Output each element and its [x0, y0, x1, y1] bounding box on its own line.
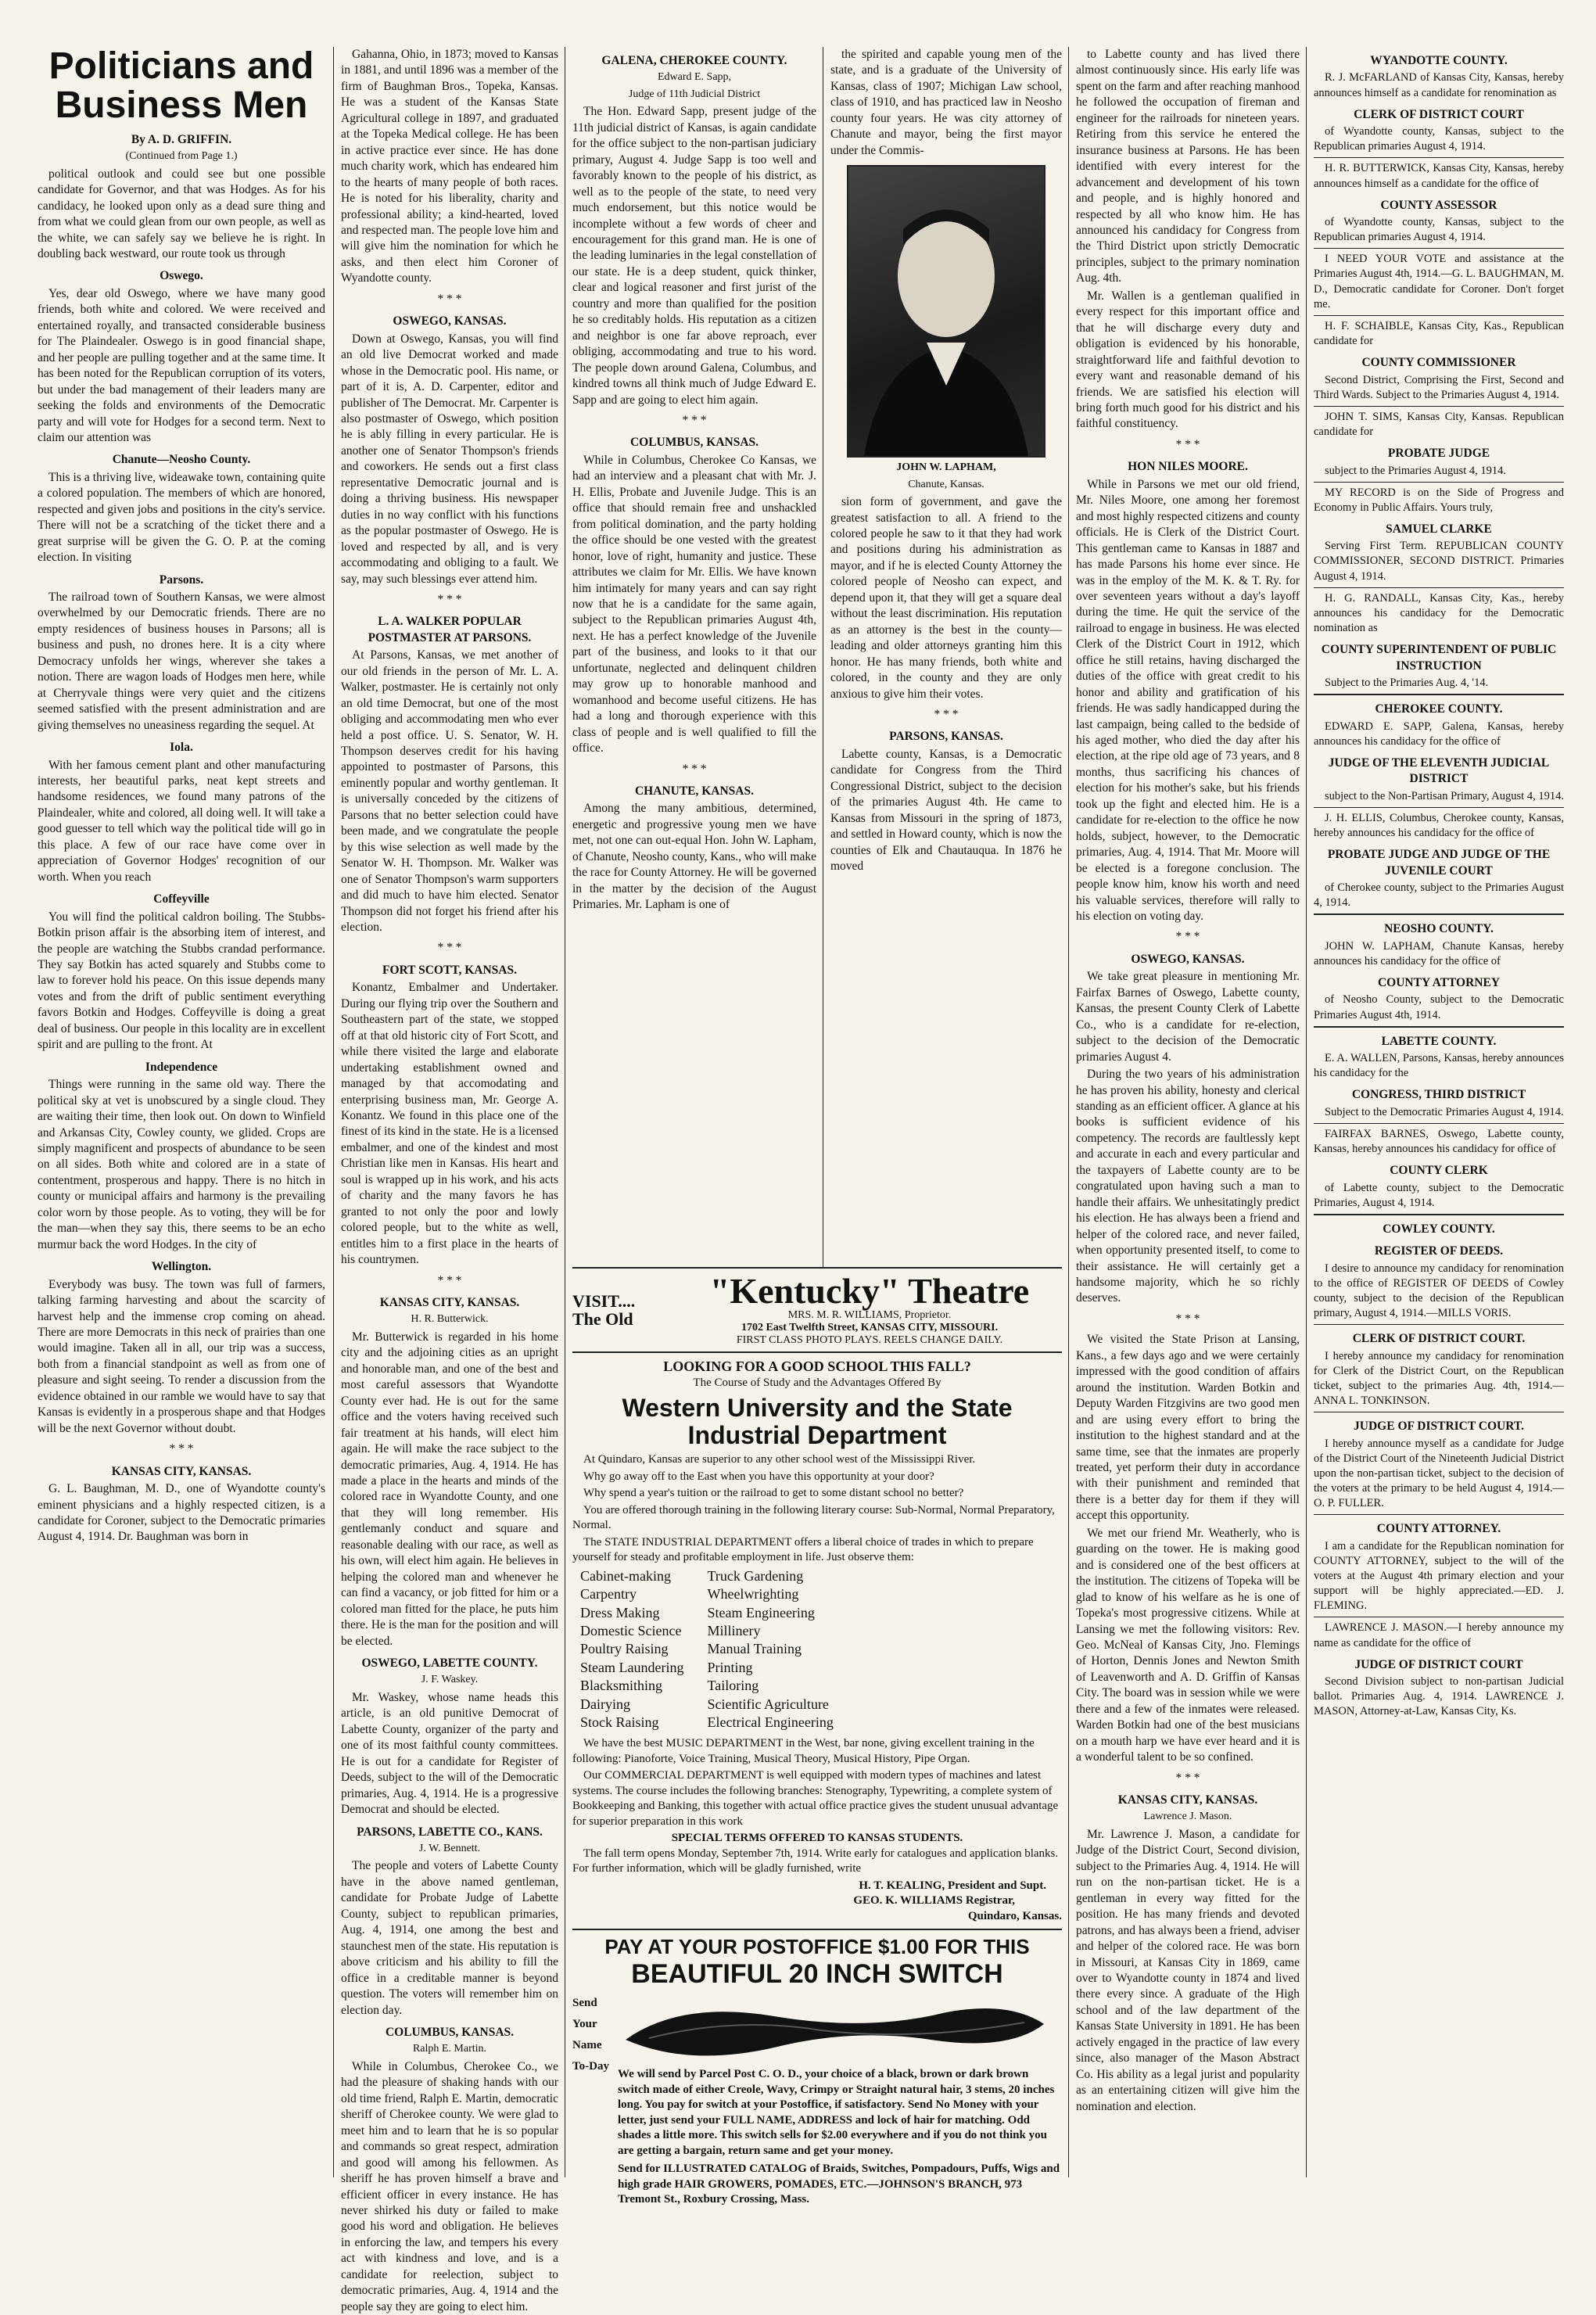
column-5	[1076, 47, 1300, 2177]
theatre-proprietor: MRS. M. R. WILLIAMS, Proprietor.	[787, 1309, 952, 1321]
article-paragraph: Down at Oswego, Kansas, you will find an old live Democrat worked and made whose in the Democratic pool. His name, or part of it is, A. D. Carpenter, editor and publisher of The Democrat. Mr. Carpenter is also postmaster of Oswego, which position he is ably filling in every particular. He is another one of Senator Thompson's friends and coworkers. He sends out a first class representative Democratic journal and is doing a thriving business. His newspaper duties in no way conflict with his functions as the popular postmaster of Oswego. He is loved and respected by all, and is very accommodating and obliging to a fault. We say, may such blessings ever attend him.	[341, 332, 558, 586]
subhead: PARSONS, KANSAS.	[889, 730, 1003, 744]
trade-item: Stock Raising	[580, 1714, 659, 1730]
article-paragraph: The railroad town of Southern Kansas, we were almost overwhelmed by our Democratic friends. There are no empty residences of business houses in Parsons; all is business and push, no drones here. It is a city where Democracy unfolds her wings, wherever she takes a notion. There are wagon loads of Hodges men here, while at Cherryvale things were very quiet and the citizens seemed satisfied with the present administration and are giving themselves no uneasiness regarding the sequel. At	[38, 590, 325, 732]
trade-item: Domestic Science	[580, 1622, 682, 1638]
trade-item: Steam Engineering	[707, 1604, 815, 1620]
article-paragraph: the spirited and capable young men of the state, and is a graduate of the University of Kansas, class of 1907; Michigan Law school, class of 1910, and has practiced law in Neosho county four years. He was city attorney of Chanute and mayor, being the first mayor under the Commis-	[830, 48, 1062, 157]
subhead: HON NILES MOORE.	[1128, 460, 1248, 474]
office-title: COUNTY SUPERINTENDENT OF PUBLIC INSTRUCTION	[1321, 643, 1557, 673]
article-paragraph: While in Columbus, Cherokee Co Kansas, we had an interview and a pleasant chat with Mr. J. H. Ellis, Probate and Juvenile Judge. This is an office that should remain free and unshackled from political domination, and the party holding the office should be one vested with the greatest honor, love of right, humanity and justice. These attributes we claim for Mr. Ellis. We have known him intimately for many years and can say right now that he is a candidate for the same again, subject to the Republican primaries August 4th, next. He has a perfect knowledge of the Juvenile part of the business, and looks to it that our unfortunate, neglected and delinquent children may grow up to honorable manhood and womanhood and become useful citizens. He has had a long and thorough experience with this class of people and is well qualified to fill the office.	[572, 453, 816, 756]
school-signature: Quindaro, Kansas.	[967, 1909, 1062, 1922]
article-paragraph: We met our friend Mr. Weatherly, who is guarding on the tower. He is making good and is considered one of the best officers at the institution. The citizens of Topeka will be glad to know of his welfare as he is one of Topeka's most progressive citizens. While at Lansing we met the following visitors: Rev. Geo. McNeal of Kansas City, Jno. Flemings of Horton, Dennis Jones and Newton Smith of Leavenworth and A. D. Griffin of Kansas City. The board was in session while we were there and a few of the inmates were released. Warden Botkin had one of the best musicians on a mouth harp we have ever heard and it is a wonderful talent to be so confined.	[1076, 1526, 1300, 1764]
byline: By A. D. GRIFFIN.	[131, 132, 232, 146]
subhead-name: Ralph E. Martin.	[412, 2043, 487, 2055]
trade-item: Wheelwrighting	[707, 1586, 799, 1603]
separator: * * *	[437, 592, 462, 606]
office-title: COUNTY ASSESSOR	[1380, 198, 1497, 212]
announcement: H. F. SCHAIBLE, Kansas City, Kas., Republican candidate for	[1314, 319, 1564, 347]
article-paragraph: Among the many ambitious, determined, energetic and progressive young men we have met, not one can out-equal Hon. John W. Lapham, of Chanute, Neosho county, Kans., who will make the race for County Attorney. He will be governed in the matter by the decision of the August Primaries. Mr. Lapham is one of	[572, 802, 816, 912]
announcement: H. R. BUTTERWICK, Kansas City, Kansas, hereby announces himself as a candidate for the office of	[1314, 162, 1564, 190]
subhead: COLUMBUS, KANSAS.	[385, 2025, 515, 2039]
school-paragraph: The STATE INDUSTRIAL DEPARTMENT offers a liberal choice of trades in which to prepare yourself for steady and profitable employment in life. Just observe them:	[572, 1535, 1034, 1564]
school-signature: H. T. KEALING, President and Supt.	[859, 1879, 1046, 1892]
separator: * * *	[1175, 1312, 1200, 1326]
school-paragraph: Why spend a year's tuition or the railroad to get to some distant school no better?	[583, 1487, 964, 1500]
school-paragraph: At Quindaro, Kansas are superior to any other school west of the Mississippi River.	[583, 1453, 976, 1466]
theatre-name: "Kentucky" Theatre	[709, 1271, 1030, 1311]
trade-item: Truck Gardening	[707, 1567, 804, 1584]
portrait-caption-place: Chanute, Kansas.	[908, 478, 984, 490]
article-paragraph: The Hon. Edward Sapp, present judge of the 11th judicial district of Kansas, is again candidate for the office subject to the non-partisan judiciary primary, August 4. Judge Sapp is too well and favorably known to the people of his district, as well as to the people of the state, to need very much endorsement, but this notice would be incomplete without a few words of cheer and encouragement for this grand man. He is one of the leading luminaries in the legal constellation of our state. He is a deep student, quick thinker, clear and logical reasoner and first jurist of the country and more than qualified for the position he so creditably holds. His reputation as a citizen and neighbor is one far above reproach, ever obliging, accommodating and true to his word. The people down around Galena, Columbus, and kindred towns all think much of Judge Edward E. Sapp and are going to elect him again.	[572, 105, 816, 407]
article-paragraph: Things were running in the same old way. There the political sky at vet is unobscured by a single cloud. They are waiting their time, then look out. On down to Winfield and Arkansas City, Cowley county, we glided. Crops are simply magnificent and prospects of abundance to be seen on all sides. Both white and colored are in a state of contentment, prosperous and happy. There is no hitch in county or municipal affairs and harmony is the prevailing color worn by those people. As to voting, they will be for the man—when they say this, there seems to be an echo murmur back the word Hodges. In the city of	[38, 1078, 325, 1251]
switch-sidebar: Send Your Name To-Day	[572, 1997, 609, 2073]
subhead: Parsons.	[159, 572, 204, 587]
switch-body: We will send by Parcel Post C. O. D., your choice of a black, brown or dark brown switch made of either Creole, Wavy, Crimpy or Straight natural hair, 3 stems, 20 inches long. You pay for switch at your Postoffice, if satisfactory. Send No Money with your letter, just send your FULL NAME, ADDRESS and lock of hair for matching. Odd shades a little more. This switch sells for $2.00 everywhere and if you do not think you are getting a bargain, return same and get your money.	[618, 2068, 1055, 2157]
trades-right	[707, 1567, 833, 1732]
trade-item: Electrical Engineering	[707, 1714, 834, 1730]
county-heading: LABETTE COUNTY.	[1381, 1034, 1497, 1048]
announcement: MY RECORD is on the Side of Progress and Economy in Public Affairs. Yours truly,	[1314, 486, 1564, 514]
announcement: subject to the Non-Partisan Primary, August 4, 1914.	[1325, 789, 1564, 802]
ads-area	[572, 1267, 1062, 2206]
subhead: GALENA, CHEROKEE COUNTY.	[601, 54, 787, 67]
subhead: OSWEGO, KANSAS.	[1131, 952, 1245, 966]
portrait-caption: JOHN W. LAPHAM,	[896, 461, 996, 474]
article-paragraph: Everybody was busy. The town was full of farmers, talking farming harvesting and about the scarcity of harvest help and the immense crop coming on ahead. There are more Democrats in this neck of prairies than one would imagine. Taken all in all, our trip was a success, both from a financial standpoint as well as from one of pleasure and sight seeing. To render a discussion from the evidence obtained in our ramble we would have to say that Kansas is evidently in a prosperous shape and that Hodges will be the next Governor without doubt.	[38, 1277, 325, 1435]
announcement: LAWRENCE J. MASON.—I hereby announce my name as candidate for the office of	[1314, 1621, 1564, 1649]
article-paragraph: The people and voters of Labette County have in the above named gentleman, candidate for Probate Judge of Labette County, subject to republican primaries, Aug. 4, 1914, one among the best and staunchest men of the state. His reputation is above criticism and his ability to fill the office in a creditable manner is beyond question. The voters will remember him on election day.	[341, 1859, 558, 2017]
article-paragraph: Yes, dear old Oswego, where we have many good friends, both white and colored. We were received and entertained royally, and transacted considerable business for The Plaindealer. Oswego is in good financial shape, and her people are pulling together and at the same time. It has been noted for the Republican corruption of its voters, but under the bad management of their leaders many are seeking the folds and environments of the Democratic party and will vote for Hodges for a second term. Next to claim our attention was	[38, 286, 325, 444]
article-paragraph: You will find the political caldron boiling. The Stubbs-Botkin prison affair is the absorbing item of interest, and the people are watching the Stubbs crandad performance. They say Botkin has acted squarely and Stubbs come to law to forever hold his peace. On this issue depends many votes and from the drift of public sentiment everything favors Botkin and Hodges. Coffeyville is doing a great deal of business. Our people in this locality are in excellent spirit and are pulling to the front. At	[38, 910, 325, 1052]
subhead: OSWEGO, LABETTE COUNTY.	[361, 1656, 538, 1670]
article-paragraph: Konantz, Embalmer and Undertaker. During our flying trip over the Southern and Southeastern part of the state, we stopped off at that old historic city of Fort Scott, and while there visited the large and elaborate undertaking establishment owned and managed by that accomodating and enterprising business man, Mr. George A. Konantz. We found in this place one of the finest of its kind in the state. He is a licensed embalmer, and one of the kindest and most Christian like men in Kansas. His heart and soul is wrapped up in his work, and his acts of charity and the many favors he has granted to not only the poor and lowly colored people, but to the white as well, entitles him to a first place in the hearts of his countrymen.	[341, 981, 558, 1267]
subhead: OSWEGO, KANSAS.	[393, 314, 507, 328]
office-title: COUNTY COMMISSIONER	[1361, 356, 1516, 370]
announcement: EDWARD E. SAPP, Galena, Kansas, hereby announces his candidacy for the office of	[1314, 720, 1564, 748]
switch-headline-2: BEAUTIFUL 20 INCH SWITCH	[631, 1959, 1003, 1990]
separator: * * *	[437, 1273, 462, 1287]
separator: * * *	[1175, 1771, 1200, 1785]
subhead-title: Judge of 11th Judicial District	[628, 88, 761, 100]
article-paragraph: Mr. Lawrence J. Mason, a candidate for Judge of the District Court, Second division, subject to the Primaries Aug. 4, 1914. He will run on the non-partisan ticket. He is a gentleman in every way fitted for the position. He has many friends and devoted patrons, and has always been a friend, adviser and helper of the colored race. He was born in Missouri, at Kansas City in 1869, came over to Wyandotte county in 1874 and lived there every since. A graduate of the High school and of the law department of the Kansas State University in 1891. He has been actively engaged in the practice of law every since, also manager of the Mason Abstract Co. His ability as a legal jurist and popularity as an entertaining citizen will give him the nomination and election.	[1076, 1827, 1300, 2113]
announcement: JOHN T. SIMS, Kansas City, Kansas. Republican candidate for	[1314, 410, 1564, 438]
school-signature: GEO. K. WILLIAMS Registrar,	[853, 1894, 1015, 1908]
article-paragraph: Mr. Butterwick is regarded in his home city and the adjoining cities as an upright and honorable man, and one of the best and most careful assessors that Wyandotte County ever had. He is out for the same office and the voters having received such fair treatment at his hands, will elect him again. He will make the race subject to the democratic primaries, Aug. 4, 1914. He has made a place in the hearts and minds of the colored race in Wyandotte County, and one that they will long remember. His gentlemanly conduct and square and reasonable dealing with our race, as well as his own, will elect him again. He believes in helping the colored man and whenever he can find a vacancy, or job fitted for him or a colored man fitted for the place, he puts him there. He is the man for the position and will be elected.	[341, 1330, 558, 1648]
theatre-visit: VISIT.... The Old	[572, 1290, 636, 1329]
theatre-address: 1702 East Twelfth Street, KANSAS CITY, MISSOURI.	[741, 1322, 999, 1333]
switch-headline-1: PAY AT YOUR POSTOFFICE $1.00 FOR THIS	[604, 1935, 1030, 1959]
office-title: JUDGE OF THE ELEVENTH JUDICIAL DISTRICT	[1328, 756, 1550, 786]
announcement: Subject to the Primaries Aug. 4, '14.	[1325, 677, 1489, 689]
article-paragraph: political outlook and could see but one possible candidate for Governor, and that was Hodges. As for his candidacy, he looked upon only as a dead sure thing and from what we could glean from our own people, as well as the white, we can safely say we believe he is right. In doubling back westward, our route took us through	[38, 167, 325, 260]
school-paragraph: We have the best MUSIC DEPARTMENT in the West, bar none, giving excellent training in the following: Pianoforte, Voice Training, Musical Theory, Musical History, Pipe Organ.	[572, 1737, 1035, 1765]
announcement: Second District, Comprising the First, Second and Third Wards. Subject to the Primaries August 4, 1914.	[1314, 373, 1564, 401]
subhead: Oswego.	[160, 269, 203, 283]
subhead: CHANUTE, KANSAS.	[634, 784, 754, 798]
county-heading: COWLEY COUNTY.	[1383, 1222, 1495, 1236]
article-paragraph: We take great pleasure in mentioning Mr. Fairfax Barnes of Oswego, Labette county, Kansas, the present County Clerk of Labette Co., who is a candidate for re-election, subject to the decision of the Democratic primaries August 4.	[1076, 970, 1300, 1064]
article-paragraph: sion form of government, and gave the greatest satisfaction to all. A friend to the colored people he saw to it that they had work and positions during his administration as mayor, and if he is elected County Attorney the colored people of Neosho can expect, and depend upon it, that they will get a square deal without the least discrimination. His reputation as an attorney is the best in the county—leading and older attorneys granting him this honor. He has many friends, both white and colored, in the county and they are only anxious to give him their votes.	[830, 495, 1062, 701]
subhead-name: J. W. Bennett.	[418, 1842, 481, 1854]
subhead: FORT SCOTT, KANSAS.	[382, 963, 517, 977]
portrait-silhouette	[848, 167, 1044, 456]
column-3	[572, 47, 816, 1262]
school-name: Western University and the State Industrial Department	[622, 1393, 1013, 1450]
separator: * * *	[934, 708, 959, 721]
school-special: SPECIAL TERMS OFFERED TO KANSAS STUDENTS.	[671, 1832, 963, 1845]
separator: * * *	[1175, 930, 1200, 944]
trade-item: Dress Making	[580, 1604, 660, 1620]
subhead: Wellington.	[151, 1260, 212, 1274]
announcement: I hereby announce myself as a candidate for Judge of the District Court of the Nineteenth Judicial District upon the non-partisan ticket, subject to the decision of the voters at the primary to be held August 4, 1914.—O. P. FULLER.	[1314, 1437, 1564, 1510]
announcement: of Labette county, subject to the Democratic Primaries, August 4, 1914.	[1314, 1181, 1564, 1209]
trade-item: Blacksmithing	[580, 1678, 662, 1694]
announcement: of Cherokee county, subject to the Primaries August 4, 1914.	[1314, 881, 1564, 910]
office-title: JUDGE OF DISTRICT COURT.	[1354, 1420, 1524, 1434]
trades-list	[572, 1567, 1062, 1732]
article-paragraph: G. L. Baughman, M. D., one of Wyandotte county's eminent physicians and a highly respected citizen, is a candidate for Coroner, subject to the Democratic primaries August 4, 1914. Dr. Baughman was born in	[38, 1482, 325, 1544]
school-ad	[572, 1353, 1062, 1930]
article-paragraph: With her famous cement plant and other manufacturing interests, her beautiful parks, neat kept streets and handsome residences, we found many patrons of the Plaindealer, white and colored, all doing well. It will take a good guesser to tell which way the political tide will go in this place. A few of our race have come over in appreciation of Governor Hodges' recognition of our worth. When you reach	[38, 758, 325, 884]
office-title: COUNTY CLERK	[1390, 1164, 1488, 1178]
subhead-name: H. R. Butterwick.	[411, 1313, 489, 1326]
separator: * * *	[682, 762, 707, 776]
announcement: I NEED YOUR VOTE and assistance at the Primaries August 4th, 1914.—G. L. BAUGHMAN, M. D., Democratic candidate for Coroner. Don't forget me.	[1314, 253, 1564, 310]
subhead: Chanute—Neosho County.	[112, 453, 251, 467]
office-title: CLERK OF DISTRICT COURT	[1354, 107, 1524, 121]
county-heading: NEOSHO COUNTY.	[1384, 922, 1494, 936]
trade-item: Poultry Raising	[580, 1641, 669, 1657]
announcement: JOHN W. LAPHAM, Chanute Kansas, hereby announces his candidacy for the office of	[1314, 939, 1564, 967]
subhead: KANSAS CITY, KANSAS.	[379, 1295, 520, 1309]
column-6-announcements	[1314, 47, 1564, 2177]
candidate-name: SAMUEL CLARKE	[1386, 522, 1492, 536]
announcement: I hereby announce my candidacy for renomination for Clerk of the District Court, on the Republican ticket, subject to the primaries Aug. 4th, 1914.—ANNA L. TONKINSON.	[1314, 1349, 1564, 1408]
column-4	[830, 47, 1062, 1262]
article-paragraph: This is a thriving live, wideawake town, containing quite a colored population. The members of which are honored, respected and given jobs and positions in the city's service. There will not be a scratching of the ticket there and a great surprise will be given the G. O. P. at the coming election. In visiting	[38, 470, 325, 565]
school-paragraph: Why go away off to the East when you have this opportunity at your door?	[583, 1470, 934, 1483]
trades-left	[580, 1567, 683, 1732]
article-paragraph: While in Parsons we met our old friend, Mr. Niles Moore, one among her foremost and most highly respected citizens and county officials. He is Clerk of the District Court. This gentleman came to Kansas in 1887 and has made Parsons his home ever since. He was in the employ of the M. K. & T. Ry. for over seventeen years without a day's layoff during the time. He quit the service of the railroad to engage in business. He was elected Clerk of the District Court in 1912, which office he still retains, having discharged the duties of the office with great credit to his honor and ability and gratification of his friends. He was sadly handicapped during the last campaign, being called to the bedside of his aged mother, who died the day after his election, at the ripe old age of 73 years, and 8 months, thus sacrificing his chances of election for his mother's sake, but his friends took up the fight and elected him. He is a candidate for re-election to the office he now holds, subject, however, to the Democratic primaries, Aug. 4, 1914. That Mr. Moore will be elected is a foregone conclusion. The people know him, know his worth and need his valuable services, therefore will rally to his election on voting day.	[1076, 477, 1300, 924]
announcement: H. G. RANDALL, Kansas City, Kas., hereby announces his candidacy for the Democratic nomination as	[1314, 591, 1564, 634]
column-rule	[1306, 47, 1307, 2177]
column-2	[341, 47, 558, 2313]
trade-item: Cabinet-making	[580, 1567, 671, 1584]
trade-item: Printing	[707, 1659, 753, 1675]
school-paragraph: Our COMMERCIAL DEPARTMENT is well equipped with modern types of machines and latest systems. The course includes the following branches: Stenography, Typewriting, a complete system of Bookkeeping and Banking, this together with actual office practice gives the student unusual advantage for superior preparation in this work	[572, 1769, 1059, 1828]
trade-item: Dairying	[580, 1696, 630, 1712]
office-title: COUNTY ATTORNEY	[1377, 975, 1501, 989]
announcement: Serving First Term. REPUBLICAN COUNTY COMMISSIONER, SECOND DISTRICT. Primaries August 4, 1914.	[1314, 540, 1564, 583]
portrait-photo	[847, 165, 1045, 458]
hair-switch-icon	[618, 1993, 1056, 2063]
office-title: COUNTY ATTORNEY.	[1376, 1522, 1501, 1536]
school-question: LOOKING FOR A GOOD SCHOOL THIS FALL?	[663, 1358, 971, 1374]
subhead: Coffeyville	[153, 892, 210, 906]
separator: * * *	[1175, 437, 1200, 451]
column-1	[38, 47, 325, 2177]
separator: * * *	[437, 941, 462, 955]
office-title: PROBATE JUDGE	[1387, 447, 1490, 461]
subhead: Independence	[145, 1060, 218, 1074]
trade-item: Tailoring	[707, 1678, 759, 1694]
office-title: CONGRESS, THIRD DISTRICT	[1351, 1088, 1526, 1102]
announcement: J. H. ELLIS, Columbus, Cherokee county, Kansas, hereby announces his candidacy for the office of	[1314, 811, 1564, 839]
announcement: R. J. McFARLAND of Kansas City, Kansas, hereby announces himself as a candidate for renomination as	[1314, 71, 1564, 99]
column-rule	[333, 47, 334, 2177]
school-subtitle: The Course of Study and the Advantages Offered By	[693, 1376, 941, 1390]
subhead-name: Lawrence J. Mason.	[1143, 1811, 1232, 1823]
subhead: KANSAS CITY, KANSAS.	[111, 1464, 252, 1478]
announcement: Second Division subject to non-partisan Judicial ballot. Primaries Aug. 4, 1914. LAWRENCE J. MASON, Attorney-at-Law, Kansas City, Ks.	[1314, 1675, 1564, 1718]
article-paragraph: At Parsons, Kansas, we met another of our old friends in the person of Mr. L. A. Walker, postmaster. He is certainly not only an old time Democrat, but one of the most obliging and accommodating men who ever held a post office. U. S. Senator, W. H. Thompson deserves credit for his having appointed to postmaster of Parsons, this eminently popular and worthy gentleman. It is universally conceded by the citizens of Parsons that no better selection could have been made, and we congratulate the people by this wise selection as well made by the Senator W. H. Thompson. Mr. Walker was one of Senator Thompson's warm supporters and did much to have him elected. Senator Thompson did not forget his friend after his election.	[341, 648, 558, 935]
subhead: PARSONS, LABETTE CO., KANS.	[357, 1825, 543, 1839]
column-rule	[1068, 47, 1069, 2177]
announcement: subject to the Primaries August 4, 1914.	[1325, 464, 1506, 477]
announcement: of Wyandotte county, Kansas, subject to the Republican primaries August 4, 1914.	[1314, 125, 1564, 153]
headline	[38, 47, 325, 126]
article-paragraph: We visited the State Prison at Lansing, Kans., a few days ago and we were certainly impressed with the good condition of affairs around the institution. Warden Botkin and Deputy Warden Fitzgivins are two good men and are using every effort to bring the institution to the highest standard and at the same time, see that the inmates are properly treated, yet perform their duty in accordance with their punishment and reminded that there is a better day for them if they will accept this opportunity.	[1076, 1333, 1300, 1523]
switch-ad	[572, 1930, 1062, 2208]
separator: * * *	[437, 292, 462, 306]
article-paragraph: to Labette county and has lived there almost continuously since. His early life was spent on the farm and after reaching manhood he followed the occupation of fireman and engineer for the railroads for nineteen years. Retiring from this service he entered the insurance business at Parsons. He has been identified with every interest for the advancement and development of his town and people, and is highly honored and respected by all who know him. He has announced his candidacy for Congress from the Third District upon strictly Democratic principles, subject to the primary nomination Aug. 4th.	[1076, 48, 1300, 285]
announcement: E. A. WALLEN, Parsons, Kansas, hereby announces his candidacy for the	[1314, 1052, 1564, 1080]
article-paragraph: Gahanna, Ohio, in 1873; moved to Kansas in 1881, and until 1896 was a member of the firm of Baughman Bros., Topeka, Kansas. He was a student of the Kansas State Agricultural college in 1897, and graduated at the Topeka Medical college. He has been in active practice ever since. He has done much charity work, which has endeared him to the hearts of many people of both races. He is noted for his liberality, charity and professional ability; a kind-hearted, loved and respected man. The people love him and will give him the nomination for which he asks, and then elect him Coroner of Wyandotte county.	[341, 48, 558, 285]
office-title: JUDGE OF DISTRICT COURT	[1354, 1657, 1523, 1671]
office-title: PROBATE JUDGE AND JUDGE OF THE JUVENILE COURT	[1327, 848, 1551, 878]
continued-note: (Continued from Page 1.)	[125, 150, 238, 163]
subhead: Iola.	[170, 741, 193, 755]
announcement: FAIRFAX BARNES, Oswego, Labette county, Kansas, hereby announces his candidacy for office of	[1314, 1127, 1564, 1156]
subhead: COLUMBUS, KANSAS.	[629, 436, 759, 450]
subhead: L. A. WALKER POPULAR POSTMASTER AT PARSONS.	[368, 615, 532, 644]
trade-item: Manual Training	[707, 1641, 802, 1657]
headline-line-1: Politicians and	[48, 45, 314, 87]
separator: * * *	[682, 414, 707, 427]
trade-item: Carpentry	[580, 1586, 637, 1603]
headline-line-2: Business Men	[55, 84, 308, 127]
county-heading: WYANDOTTE COUNTY.	[1370, 54, 1508, 67]
trade-item: Scientific Agriculture	[707, 1696, 829, 1712]
trade-item: Steam Laundering	[580, 1659, 684, 1675]
subhead: KANSAS CITY, KANSAS.	[1117, 1793, 1258, 1807]
county-heading: CHEROKEE COUNTY.	[1375, 702, 1503, 716]
article-paragraph: While in Columbus, Cherokee Co., we had the pleasure of shaking hands with our old time friend, Ralph E. Martin, democratic sheriff of Cherokee county. We were glad to meet him and to learn that he is so popular and commands so great respect, admiration and good will among his fellowmen. As sheriff he has proven himself a brave and efficient officer in every instance. He has never shirked his duty or failed to make good his word and obligation. He believes in enforcing the law, and tempers his every act with kindness and love, and is a candidate for reelection, subject to democratic primaries, Aug. 4, 1914 and the people say they are going to elect him.	[341, 2059, 558, 2313]
office-title: CLERK OF DISTRICT COURT.	[1352, 1332, 1526, 1346]
announcement: Subject to the Democratic Primaries August 4, 1914.	[1325, 1105, 1564, 1118]
announcement: of Neosho County, subject to the Democratic Primaries August 4th, 1914.	[1314, 993, 1564, 1021]
trade-item: Millinery	[707, 1622, 761, 1638]
announcement: of Wyandotte county, Kansas, subject to the Republican primaries August 4, 1914.	[1314, 216, 1564, 244]
article-paragraph: Mr. Wallen is a gentleman qualified in every respect for this important office and that he will discharge every duty and obligation is evidenced by his honorable, straightforward life and faithful devotion to every want and reasonable demand of his friends. We are satisfied his election will bring forth much good for his district and his faithful constituency.	[1076, 289, 1300, 431]
article-paragraph: Labette county, Kansas, is a Democratic candidate for Congress from the Third Congressional District, subject to the decision of the primaries August 4th. He came to Kansas from Missouri in the spring of 1873, and settled in Howard county, which is now the counties of Elk and Chautauqua. In 1876 he moved	[830, 747, 1062, 874]
article-paragraph: During the two years of his administration he has proven his ability, honesty and clerical standing as an efficient officer. A glance at his books is sufficient evidence of his competency. The records are faultlessly kept and accurate in each and every particular and the taxpayers of Labette county are to be congratulated upon having such a man to handle their affairs. We unhesitatingly predict his election. He has always been a friend and helper of the colored race, and never failed, when opportunity presented itself, to come to their assistance. He will certainly get a handsome majority, which he so richly deserves.	[1076, 1068, 1300, 1305]
separator: * * *	[169, 1442, 194, 1456]
article-paragraph: Mr. Waskey, whose name heads this article, is an old punitive Democrat of Labette County, organizer of the party and one of its most faithful county committees. He is out for a candidate for Register of Deeds, subject to the will of the Democratic primaries, Aug. 4, 1914. He is a progressive Democrat and should be elected.	[341, 1690, 558, 1817]
switch-footer: Send for ILLUSTRATED CATALOG of Braids, Switches, Pompadours, Puffs, Wigs and high grade HAIR GROWERS, POMADES, ETC.—JOHNSON'S BRANCH, 973 Tremont St., Roxbury Crossing, Mass.	[618, 2162, 1060, 2206]
subhead-name: Edward E. Sapp,	[657, 71, 732, 84]
school-paragraph: You are offered thorough training in the following literary course: Sub-Normal, Normal Preparatory, Normal.	[572, 1503, 1055, 1532]
announcement: I am a candidate for the Republican nomination for COUNTY ATTORNEY, subject to the will of the voters at the August 4th primary election and your support will be highly appreciated.—ED. J. FLEMING.	[1314, 1539, 1564, 1613]
office-title: REGISTER OF DEEDS.	[1374, 1244, 1504, 1258]
school-paragraph: The fall term opens Monday, September 7th, 1914. Write early for catalogues and application blanks. For further information, which will be gladly furnished, write	[572, 1847, 1059, 1875]
theatre-ad	[572, 1273, 1062, 1353]
announcement: I desire to announce my candidacy for renomination to the office of REGISTER OF DEEDS of Cowley county, subject to the decision of the Republican primary, August 4, 1914.—MILLS VORIS.	[1314, 1262, 1564, 1320]
theatre-tagline: FIRST CLASS PHOTO PLAYS. REELS CHANGE DAILY.	[736, 1334, 1003, 1346]
subhead-name: J. F. Waskey.	[421, 1674, 479, 1686]
